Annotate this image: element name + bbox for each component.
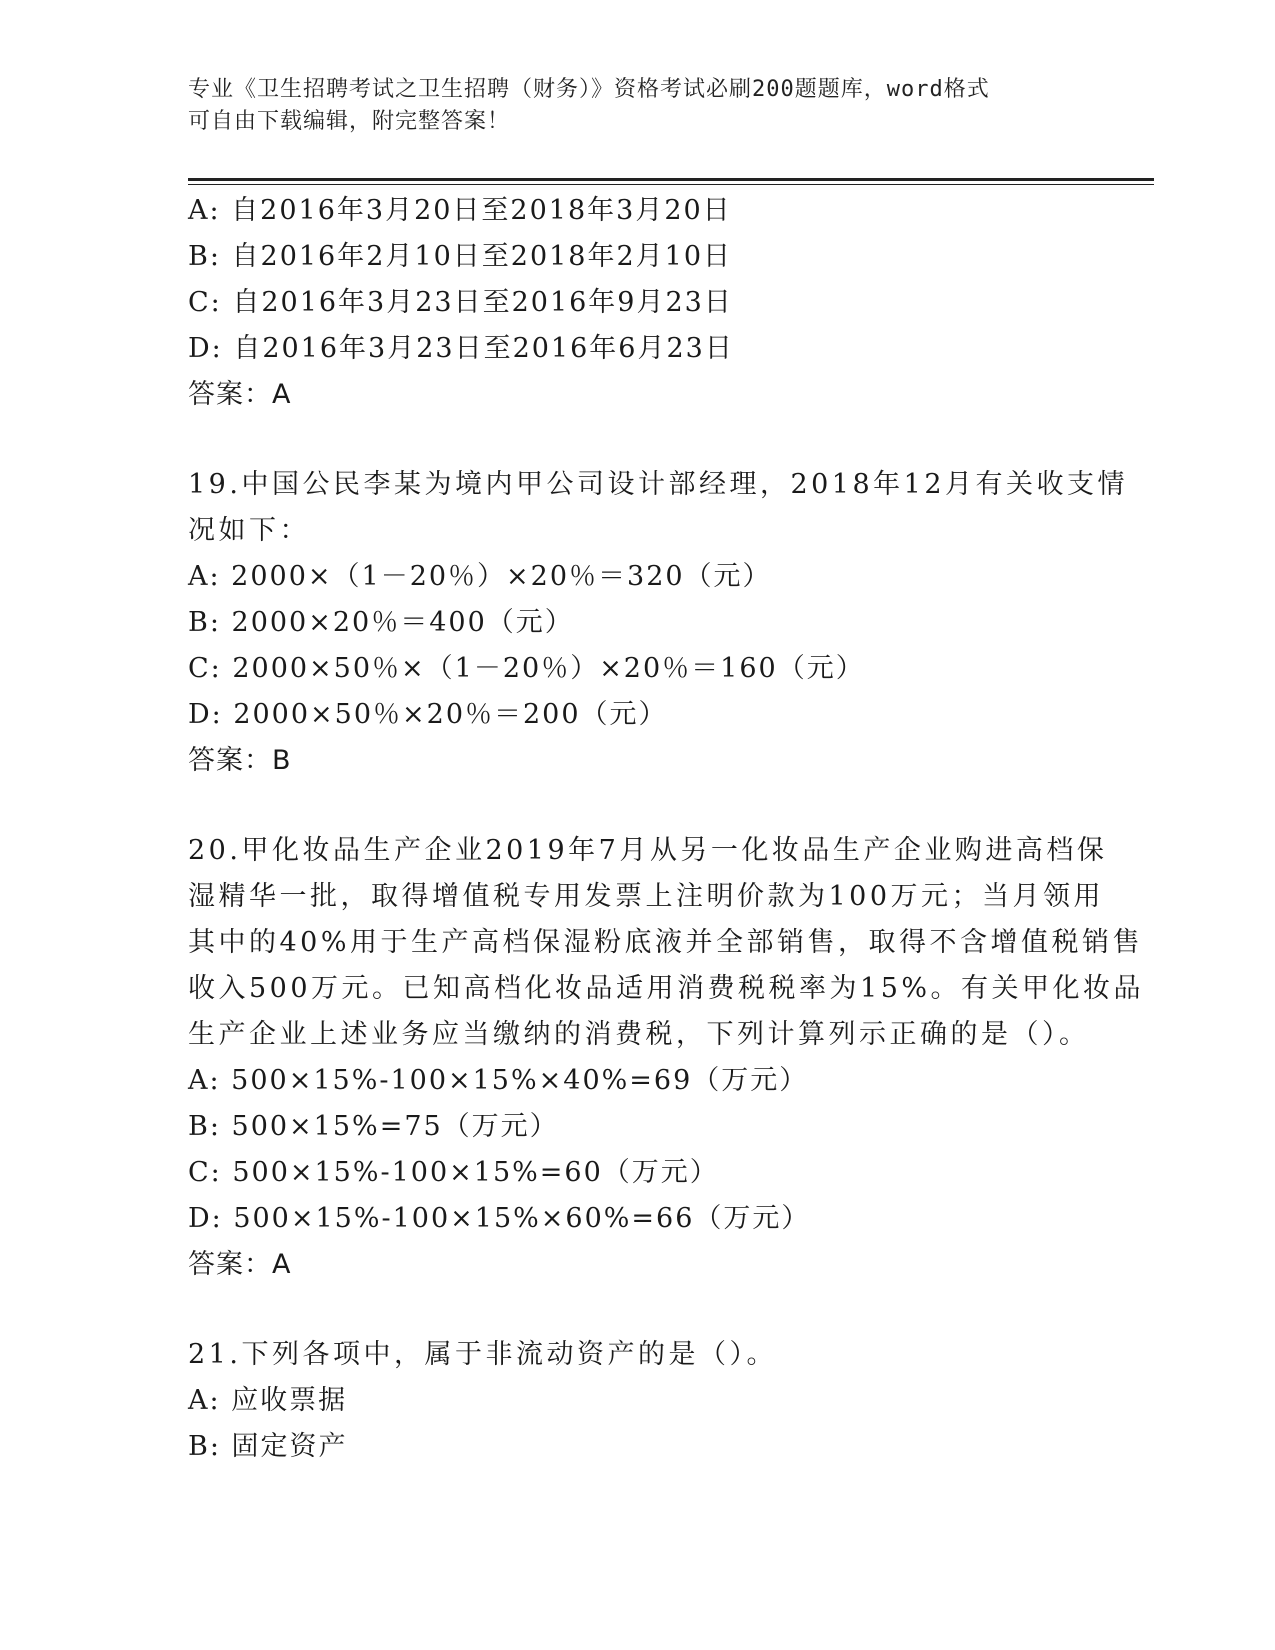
option-d: D: 自2016年3月23日至2016年6月23日	[188, 333, 734, 364]
spacer	[188, 784, 1088, 828]
header-line-2: 可自由下载编辑，附完整答案！	[188, 109, 511, 134]
option-d: D: 2000×50％×20％＝200（元）	[188, 699, 668, 730]
option-c: C: 自2016年3月23日至2016年9月23日	[188, 287, 733, 318]
question-stem-line: 21.下列各项中，属于非流动资产的是（）。	[188, 1339, 777, 1370]
answer: 答案：A	[188, 1249, 292, 1280]
option-a: A: 500×15%-100×15%×40%=69（万元）	[188, 1065, 809, 1096]
option-b: B: 自2016年2月10日至2018年2月10日	[188, 241, 733, 272]
option-c: C: 2000×50％×（1－20％）×20％＝160（元）	[188, 653, 865, 684]
option-b: B: 固定资产	[188, 1431, 348, 1462]
answer: 答案：B	[188, 745, 292, 776]
question-stem-line: 20.甲化妆品生产企业2019年7月从另一化妆品生产企业购进高档保	[188, 835, 1108, 866]
header-rule-thick	[188, 178, 1154, 181]
question-stem-line: 湿精华一批，取得增值税专用发票上注明价款为100万元；当月领用	[188, 881, 1105, 912]
document-header	[188, 74, 1088, 138]
question-19	[188, 462, 1129, 784]
question-stem-line: 19.中国公民李某为境内甲公司设计部经理，2018年12月有关收支情	[188, 469, 1129, 500]
spacer	[188, 418, 1088, 462]
option-c: C: 500×15%-100×15%=60（万元）	[188, 1157, 719, 1188]
question-stem-line: 生产企业上述业务应当缴纳的消费税，下列计算列示正确的是（）。	[188, 1019, 1090, 1050]
option-a: A: 2000×（1－20％）×20％＝320（元）	[188, 561, 772, 592]
option-a: A: 应收票据	[188, 1385, 348, 1416]
option-d: D: 500×15%-100×15%×60%=66（万元）	[188, 1203, 811, 1234]
option-b: B: 500×15%=75（万元）	[188, 1111, 559, 1142]
header-rule-thin	[188, 184, 1154, 185]
question-stem-line: 收入500万元。已知高档化妆品适用消费税税率为15%。有关甲化妆品	[188, 973, 1145, 1004]
question-18	[188, 188, 1088, 418]
question-list	[188, 188, 1145, 1470]
question-21	[188, 1332, 1088, 1470]
option-a: A: 自2016年3月20日至2018年3月20日	[188, 195, 732, 226]
header-line-1: 专业《卫生招聘考试之卫生招聘（财务）》资格考试必刷200题题库，word格式	[188, 77, 990, 102]
answer: 答案：A	[188, 379, 292, 410]
question-stem-line: 其中的40%用于生产高档保湿粉底液并全部销售，取得不含增值税销售	[188, 927, 1144, 958]
question-stem-line: 况如下：	[188, 515, 310, 546]
question-20	[188, 828, 1145, 1288]
spacer	[188, 1288, 1088, 1332]
option-b: B: 2000×20％＝400（元）	[188, 607, 574, 638]
